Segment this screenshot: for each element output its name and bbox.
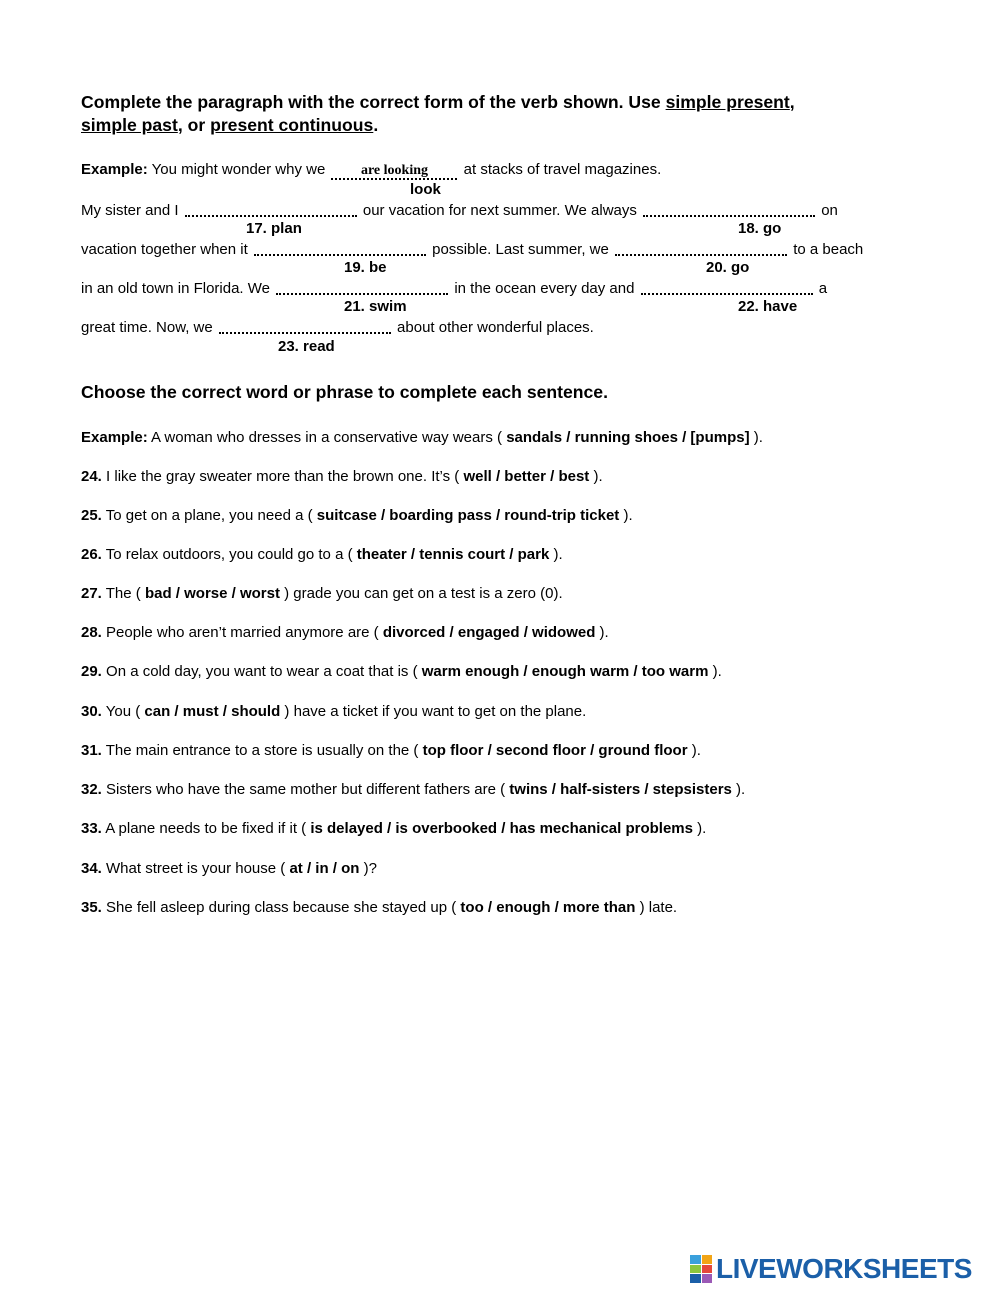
answer-choices[interactable]: bad / worse / worst (144, 585, 280, 602)
question-text: ). (749, 429, 763, 446)
question-number: 33. (81, 820, 102, 837)
question-text: ). (619, 507, 633, 524)
question-text: ). (595, 624, 609, 641)
question-text: Sisters who have the same mother but different fathers are ( (101, 781, 510, 798)
logo-block (702, 1274, 713, 1283)
hint-17: 17. plan (246, 220, 302, 237)
hint-23: 23. read (278, 338, 335, 355)
question-text: ). (589, 468, 603, 485)
question-text: ). (693, 820, 707, 837)
question-34 (81, 860, 377, 878)
example-sentence (81, 161, 661, 180)
paragraph-line-2 (81, 240, 863, 259)
question-text: On a cold day, you want to wear a coat that is ( (101, 663, 422, 680)
answer-choices[interactable]: well / better / best (463, 468, 590, 485)
paragraph-text: on (817, 202, 838, 219)
question-29 (81, 663, 722, 681)
question-text: )? (359, 860, 377, 877)
blank-17[interactable] (185, 203, 357, 217)
logo-block (702, 1255, 713, 1264)
question-text: People who aren’t married anymore are ( (101, 624, 383, 641)
paragraph-text: about other wonderful places. (392, 319, 594, 336)
question-31 (81, 742, 701, 760)
section1-instruction (81, 91, 921, 137)
logo-block (690, 1265, 701, 1274)
answer-choices[interactable]: divorced / engaged / widowed (382, 624, 596, 641)
paragraph-text: in the ocean every day and (450, 280, 639, 297)
answer-choices[interactable]: can / must / should (144, 703, 281, 720)
question-text: You ( (101, 703, 145, 720)
answer-choices[interactable]: is delayed / is overbooked / has mechanical problems (310, 820, 693, 837)
question-number: 24. (81, 468, 102, 485)
answer-choices[interactable]: theater / tennis court / park (356, 546, 550, 563)
paragraph-text: great time. Now, we (81, 319, 217, 336)
blank-23[interactable] (219, 320, 391, 334)
question-27 (81, 585, 563, 603)
blank-20[interactable] (615, 242, 787, 256)
example-choices: sandals / running shoes / [pumps] (506, 429, 750, 446)
question-text: I like the gray sweater more than the brown one. It’s ( (101, 468, 464, 485)
question-text: ) grade you can get on a test is a zero (0). (279, 585, 563, 602)
question-text: ) have a ticket if you want to get on the plane. (280, 703, 587, 720)
logo-block (702, 1265, 713, 1274)
liveworksheets-logo (690, 1253, 972, 1285)
question-text: A woman who dresses in a conservative way wears ( (147, 429, 507, 446)
question-text: ). (731, 781, 746, 798)
logo-block (690, 1255, 701, 1264)
question-text: The main entrance to a store is usually on the ( (101, 742, 423, 759)
question-text: ). (708, 663, 722, 680)
hint-21: 21. swim (344, 298, 407, 315)
question-number: 28. (81, 624, 102, 641)
paragraph-text: a (814, 280, 828, 297)
hint-18: 18. go (738, 220, 782, 237)
question-number: 34. (81, 860, 102, 877)
question-text: The ( (101, 585, 145, 602)
blank-21[interactable] (276, 281, 448, 295)
paragraph-text: My sister and I (81, 202, 183, 219)
option-simple-past: simple past (81, 115, 178, 135)
question-number: 29. (81, 663, 102, 680)
hint-22: 22. have (738, 298, 798, 315)
paragraph-text: vacation together when it (81, 241, 252, 258)
option-simple-present: simple present (665, 92, 790, 112)
question-number: 25. (81, 507, 102, 524)
question-text: ). (687, 742, 701, 759)
question-number: 32. (81, 781, 102, 798)
paragraph-text: to a beach (789, 241, 864, 258)
example-label: Example: (81, 429, 148, 446)
instruction-text: Complete the paragraph with the correct form of the verb shown. Use (81, 92, 666, 112)
answer-choices[interactable]: warm enough / enough warm / too warm (421, 663, 709, 680)
option-present-continuous: present continuous (210, 115, 374, 135)
answer-choices[interactable]: top floor / second floor / ground floor (422, 742, 688, 759)
question-30 (81, 703, 586, 721)
instruction-end: . (373, 115, 379, 135)
question-text: ) late. (635, 899, 678, 916)
question-32 (81, 781, 745, 799)
question-text: A plane needs to be fixed if it ( (101, 820, 311, 837)
example-text: at stacks of travel magazines. (459, 161, 662, 178)
example-answer: are looking (331, 164, 457, 180)
question-number: 30. (81, 703, 102, 720)
question-35 (81, 899, 677, 917)
liveworksheets-logo-icon (690, 1255, 712, 1283)
section2-example (81, 429, 763, 447)
paragraph-line-4 (81, 318, 594, 337)
question-28 (81, 624, 609, 642)
paragraph-line-1 (81, 201, 838, 220)
question-number: 31. (81, 742, 102, 759)
example-label: Example: (81, 161, 148, 178)
example-hint: look (410, 181, 441, 198)
section2-instruction: Choose the correct word or phrase to complete each sentence. (81, 382, 608, 402)
answer-choices[interactable]: too / enough / more than (460, 899, 636, 916)
question-text: ). (549, 546, 563, 563)
instruction-sep: , or (177, 115, 211, 135)
blank-22[interactable] (641, 281, 813, 295)
question-number: 27. (81, 585, 102, 602)
blank-19[interactable] (254, 242, 426, 256)
question-number: 26. (81, 546, 102, 563)
question-text: She fell asleep during class because she stayed up ( (101, 899, 461, 916)
hint-19: 19. be (344, 259, 387, 276)
paragraph-line-3 (81, 279, 827, 298)
question-33 (81, 820, 706, 838)
hint-20: 20. go (706, 259, 750, 276)
question-text: What street is your house ( (101, 860, 290, 877)
example-text: You might wonder why we (147, 161, 330, 178)
paragraph-text: in an old town in Florida. We (81, 280, 275, 297)
logo-block (690, 1274, 701, 1283)
question-number: 35. (81, 899, 102, 916)
answer-choices[interactable]: twins / half-sisters / stepsisters (509, 781, 732, 798)
instruction-sep: , (789, 92, 795, 112)
question-text: To relax outdoors, you could go to a ( (101, 546, 357, 563)
blank-18[interactable] (643, 203, 815, 217)
paragraph-text: possible. Last summer, we (427, 241, 614, 258)
paragraph-text: our vacation for next summer. We always (358, 202, 642, 219)
liveworksheets-logo-text: LIVEWORKSHEETS (716, 1253, 972, 1284)
question-26 (81, 546, 563, 564)
question-text: To get on a plane, you need a ( (101, 507, 317, 524)
question-24 (81, 468, 603, 486)
answer-choices[interactable]: suitcase / boarding pass / round-trip ticket (316, 507, 620, 524)
question-25 (81, 507, 633, 525)
answer-choices[interactable]: at / in / on (289, 860, 360, 877)
